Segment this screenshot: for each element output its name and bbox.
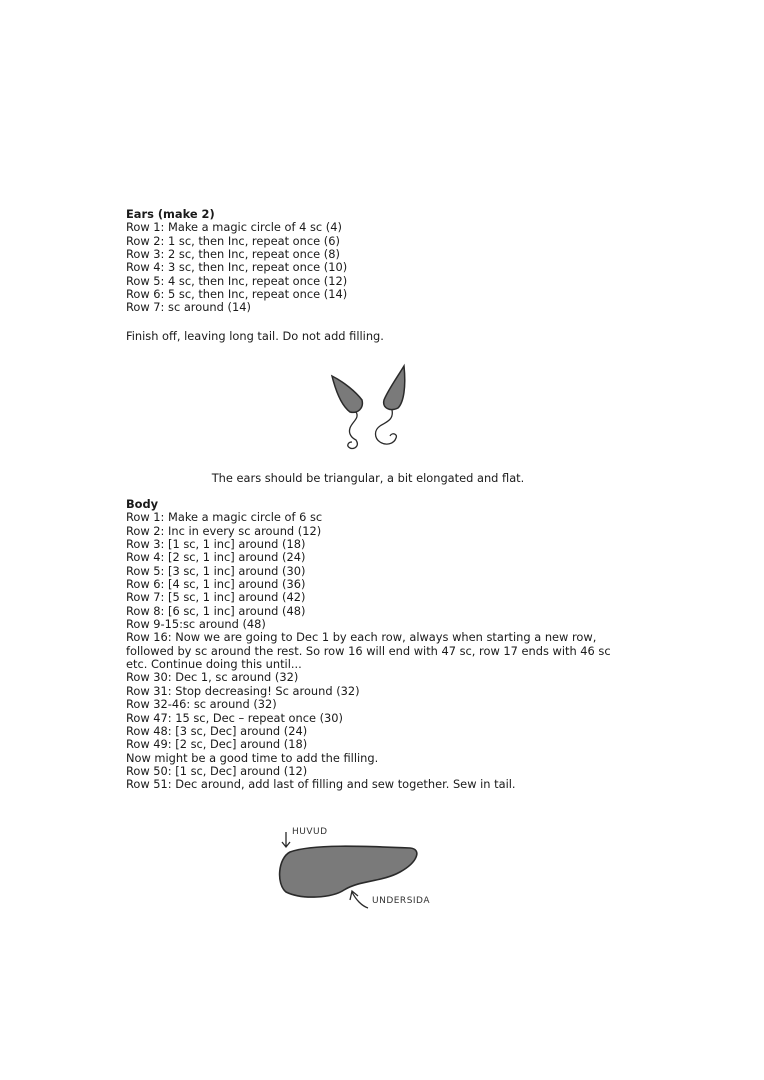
- body-row: Row 31: Stop decreasing! Sc around (32): [126, 683, 360, 698]
- left-ear-tail: [348, 412, 357, 449]
- head-arrow-icon: [282, 832, 290, 847]
- right-ear-shape: [384, 366, 405, 410]
- body-row: Row 47: 15 sc, Dec – repeat once (30): [126, 710, 343, 725]
- ears-illustration: [322, 362, 422, 452]
- body-row: Row 48: [3 sc, Dec] around (24): [126, 723, 308, 738]
- body-row: Row 16: Now we are going to Dec 1 by each row, always when starting a new row,: [126, 630, 597, 645]
- ears-row: Row 4: 3 sc, then Inc, repeat once (10): [126, 260, 348, 275]
- body-row: followed by sc around the rest. So row 16 will end with 47 sc, row 17 ends with 46 sc: [126, 643, 611, 658]
- body-illustration: [272, 822, 472, 914]
- ears-row: Row 5: 4 sc, then Inc, repeat once (12): [126, 273, 348, 288]
- body-shape: [280, 846, 417, 897]
- ears-row: Row 6: 5 sc, then Inc, repeat once (14): [126, 287, 348, 302]
- body-row: Row 30: Dec 1, sc around (32): [126, 670, 299, 685]
- ears-row: Row 2: 1 sc, then Inc, repeat once (6): [126, 233, 340, 248]
- body-row: Row 7: [5 sc, 1 inc] around (42): [126, 590, 306, 605]
- body-row: Row 51: Dec around, add last of filling and sew together. Sew in tail.: [126, 777, 516, 792]
- body-row: etc. Continue doing this until...: [126, 657, 302, 672]
- right-ear-tail: [376, 410, 397, 444]
- left-ear-shape: [332, 376, 362, 412]
- ears-caption: The ears should be triangular, a bit elongated and flat.: [211, 471, 525, 485]
- ears-row: Row 7: sc around (14): [126, 300, 251, 315]
- body-row: Now might be a good time to add the filling.: [126, 750, 379, 765]
- body-row: Row 4: [2 sc, 1 inc] around (24): [126, 550, 306, 565]
- body-row: Row 5: [3 sc, 1 inc] around (30): [126, 563, 306, 578]
- body-row: Row 6: [4 sc, 1 inc] around (36): [126, 577, 306, 592]
- head-label: HUVUD: [292, 827, 328, 837]
- body-row: Row 49: [2 sc, Dec] around (18): [126, 737, 308, 752]
- underside-label: UNDERSIDA: [372, 896, 430, 906]
- body-heading: Body: [126, 497, 159, 511]
- underside-arrow-icon: [350, 891, 368, 908]
- body-row: Row 3: [1 sc, 1 inc] around (18): [126, 537, 306, 552]
- body-row: Row 2: Inc in every sc around (12): [126, 523, 322, 538]
- ears-section: [126, 208, 347, 315]
- body-section: [126, 498, 611, 792]
- body-row: Row 8: [6 sc, 1 inc] around (48): [126, 603, 306, 618]
- body-row: Row 9-15:sc around (48): [126, 617, 266, 632]
- body-row: Row 32-46: sc around (32): [126, 697, 277, 712]
- ears-heading: Ears (make 2): [126, 207, 215, 221]
- body-row: Row 1: Make a magic circle of 6 sc: [126, 510, 323, 525]
- body-row: Row 50: [1 sc, Dec] around (12): [126, 763, 308, 778]
- ears-row: Row 1: Make a magic circle of 4 sc (4): [126, 220, 342, 235]
- ears-finish-note: Finish off, leaving long tail. Do not add filling.: [126, 329, 384, 343]
- ears-row: Row 3: 2 sc, then Inc, repeat once (8): [126, 247, 340, 262]
